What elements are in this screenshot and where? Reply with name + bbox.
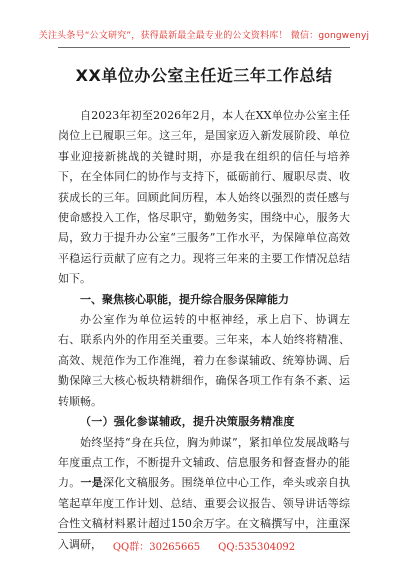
paragraph-text-continued: 深化文稿服务。围绕单位中心工作，牵头或亲自执笔起草年度工作计划、总结、重要会议报告、领导讲话等综合性文稿材料累计超过150余万字。在文稿撰写中，注重深入调研，: [58, 476, 351, 551]
body-paragraph-last: [58, 433, 350, 555]
section-heading-1: 一、聚焦核心职能，提升综合服务保障能力: [80, 292, 289, 306]
intro-paragraph: 自2023年初至2026年2月，本人在XX单位办公室主任岗位上已履职三年。这三年，是国家迈入新发展阶段、单位事业迎接新挑战的关键时期，亦是我在组织的信任与培养下，在全体同仁的协作与支持下，砥砺前行、履职尽责、收获成长的三年。回顾此间历程，本人始终以强烈的责任感与使命感投入工作，恪尽职守，勤勉务实，围绕中心，服务大局，致力于提升办公室“三服务”工作水平，为保障单位高效平稳运行贡献了应有之力。现将三年来的主要工作情况总结如下。: [58, 109, 350, 286]
header-banner: 关注头条号“公文研究”，获得最新最全最专业的公文资料库！ 微信：gongwenyj: [38, 31, 370, 41]
document-body: [58, 106, 350, 555]
footer-divider: [58, 532, 350, 533]
document-title: XX单位办公室主任近三年工作总结: [75, 66, 333, 85]
body-paragraph: 办公室作为单位运转的中枢神经，承上启下、协调左右、联系内外的作用至关重要。三年来，本人始终将精准、高效、规范作为工作准绳，着力在参谋辅政、统筹协调、后勤保障三大核心板块精耕细作，确保各项工作有条不紊、运转顺畅。: [58, 313, 350, 408]
lead-in-label: 一是: [80, 476, 103, 490]
header-divider: [58, 47, 350, 48]
subsection-heading-1: （一）强化参谋辅政，提升决策服务精准度: [80, 415, 295, 429]
paragraph-text: 始终坚持“身在兵位，胸为帅谋”，紧扣单位发展战略与年度重点工作，不断提升文辅政、信息服务和督查督办的能力。: [58, 435, 350, 490]
qq-label: QQ:535304092: [218, 542, 296, 553]
footer-contact: [0, 538, 408, 553]
qq-group-label: QQ群：30265665: [112, 542, 201, 553]
